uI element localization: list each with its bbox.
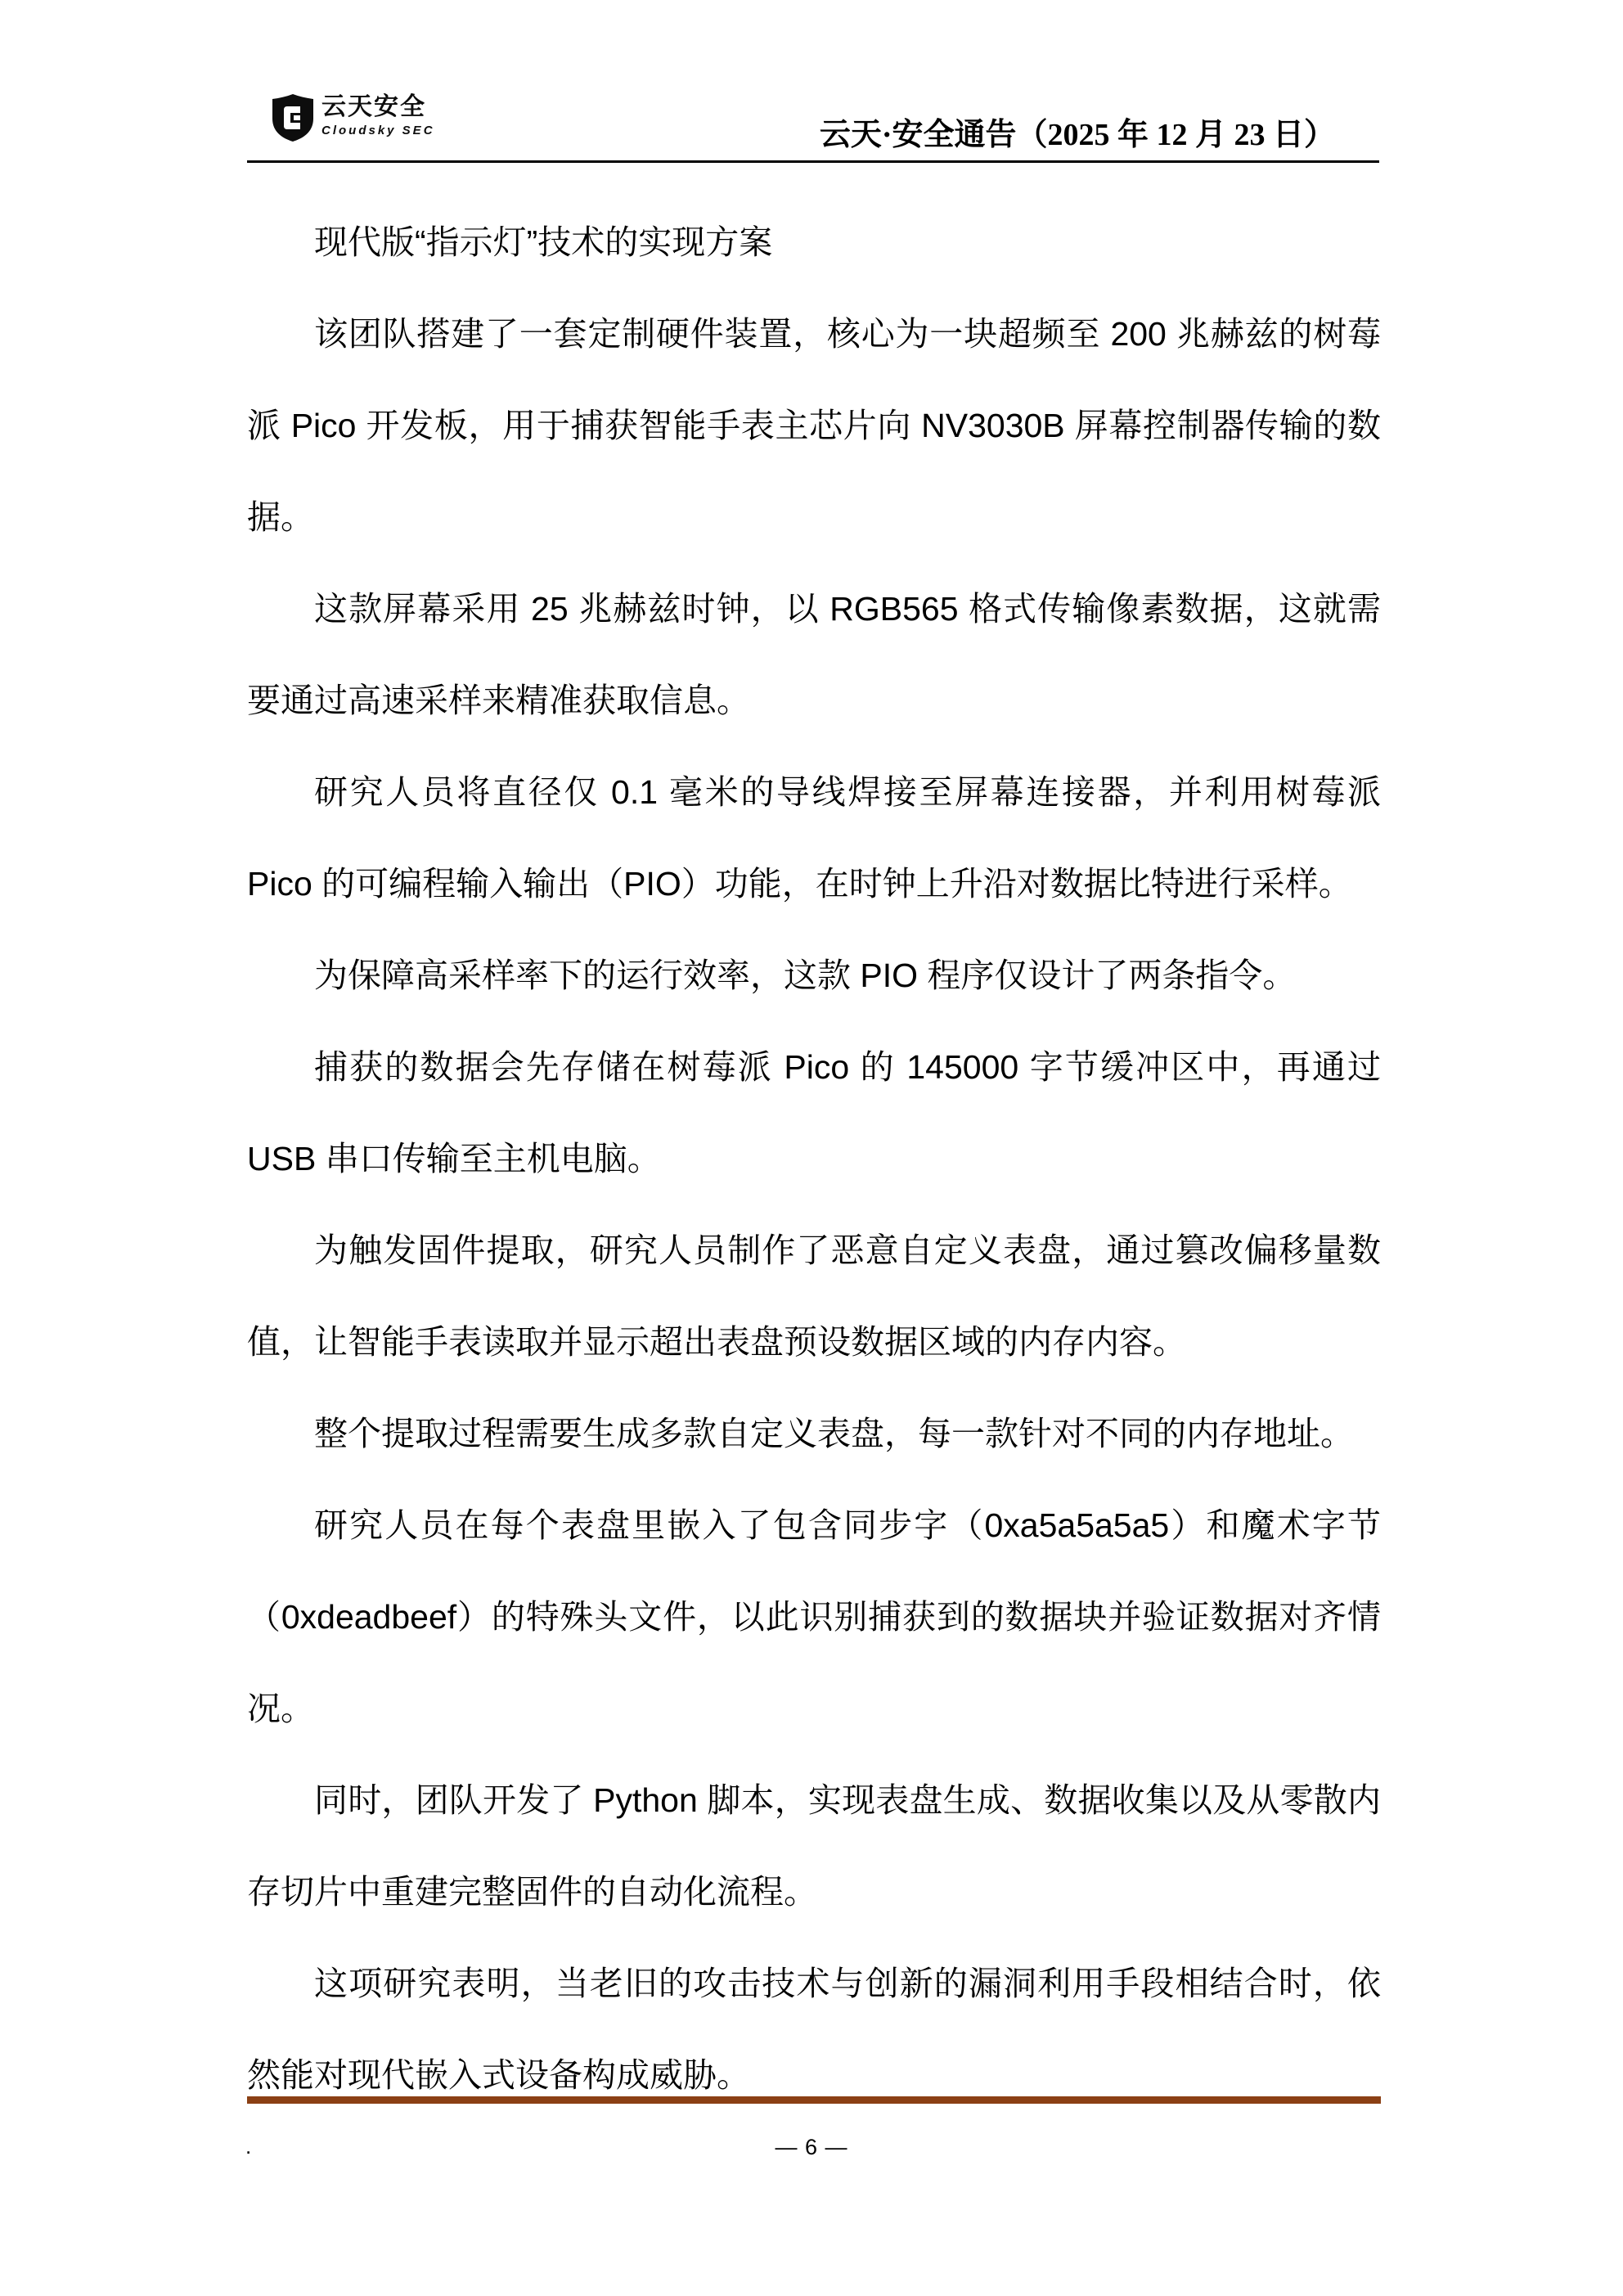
footer-rule [247, 2096, 1381, 2104]
footer-left-mark: . [245, 2134, 252, 2159]
paragraph: 这款屏幕采用 25 兆赫兹时钟，以 RGB565 格式传输像素数据，这就需要通过高速采样来精准获取信息。 [247, 590, 1381, 719]
paragraph: 为触发固件提取，研究人员制作了恶意自定义表盘，通过篡改偏移量数值，让智能手表读取并显示超出表盘预设数据区域的内存内容。 [247, 1231, 1381, 1361]
paragraph: 这项研究表明，当老旧的攻击技术与创新的漏洞利用手段相结合时，依然能对现代嵌入式设备构成威胁。 [247, 1965, 1381, 2094]
paragraph: 该团队搭建了一套定制硬件装置，核心为一块超频至 200 兆赫兹的树莓派 Pico 开发板，用于捕获智能手表主芯片向 NV3030B 屏幕控制器传输的数据。 [247, 315, 1381, 536]
paragraph: 整个提取过程需要生成多款自定义表盘，每一款针对不同的内存地址。 [314, 1415, 1354, 1452]
body-paragraphs [247, 196, 1381, 2121]
logo-name-cn: 云天安全 [321, 93, 426, 120]
paragraph: 同时，团队开发了 Python 脚本，实现表盘生成、数据收集以及从零散内存切片中重建完整固件的自动化流程。 [247, 1781, 1381, 1911]
shield-logo-icon [272, 94, 313, 142]
page-header [0, 0, 1623, 164]
paragraph: 捕获的数据会先存储在树莓派 Pico 的 145000 字节缓冲区中，再通过 USB 串口传输至主机电脑。 [247, 1048, 1381, 1177]
paragraph: 研究人员将直径仅 0.1 毫米的导线焊接至屏幕连接器，并利用树莓派 Pico 的可编程输入输出（PIO）功能，在时钟上升沿对数据比特进行采样。 [247, 773, 1381, 903]
paragraph: 研究人员在每个表盘里嵌入了包含同步字（0xa5a5a5a5）和魔术字节（0xdeadbeef）的特殊头文件，以此识别捕获到的数据块并验证数据对齐情况。 [247, 1506, 1381, 1727]
paragraph: 现代版“指示灯”技术的实现方案 [314, 223, 773, 261]
bulletin-title: 云天·安全通告（2025 年 12 月 23 日） [819, 118, 1335, 152]
header-rule [247, 160, 1379, 163]
cloudsky-logo [272, 94, 435, 142]
paragraph: 为保障高采样率下的运行效率，这款 PIO 程序仅设计了两条指令。 [314, 957, 1297, 994]
page-number: — 6 — [775, 2135, 848, 2159]
logo-name-en: Cloudsky SEC [321, 124, 435, 137]
logo-text [321, 94, 435, 138]
